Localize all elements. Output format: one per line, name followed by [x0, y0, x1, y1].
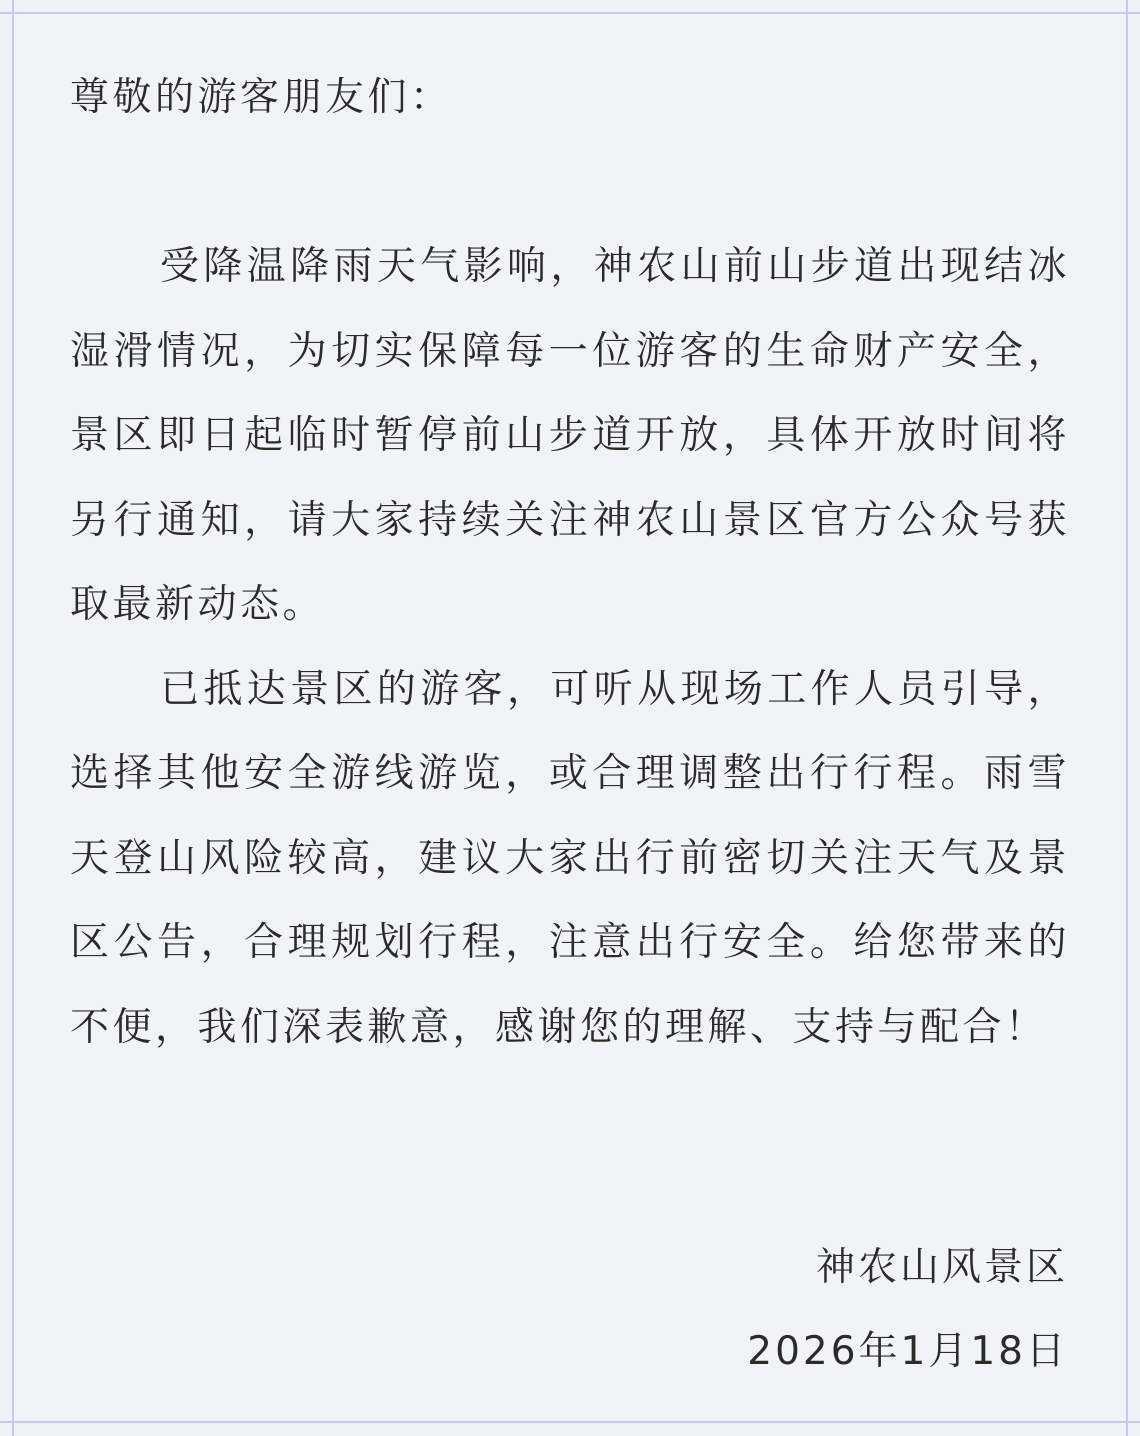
- issue-date: 2026年1月18日: [747, 1329, 1068, 1374]
- signature-block: [747, 1226, 1068, 1394]
- greeting: 尊敬的游客朋友们：: [70, 75, 453, 120]
- notice-paragraph-closure: 受降温降雨天气影响，神农山前山步道出现结冰湿滑情况，为切实保障每一位游客的生命财产安全，景区即日起临时暂停前山步道开放，具体开放时间将另行通知，请大家持续关注神农山景区官方公众号获取最新动态。: [70, 244, 1070, 627]
- issuer-name: 神农山风景区: [815, 1245, 1068, 1290]
- frame-bottom-line: [0, 1421, 1140, 1423]
- notice-paragraph-guidance: 已抵达景区的游客，可听从现场工作人员引导，选择其他安全游线游览，或合理调整出行行程。雨雪天登山风险较高，建议大家出行前密切关注天气及景区公告，合理规划行程，注意出行安全。给您带来的不便，我们深表歉意，感谢您的理解、支持与配合！: [70, 666, 1070, 1050]
- notice-body: [70, 56, 1070, 1070]
- frame-right-line: [1126, 0, 1128, 1436]
